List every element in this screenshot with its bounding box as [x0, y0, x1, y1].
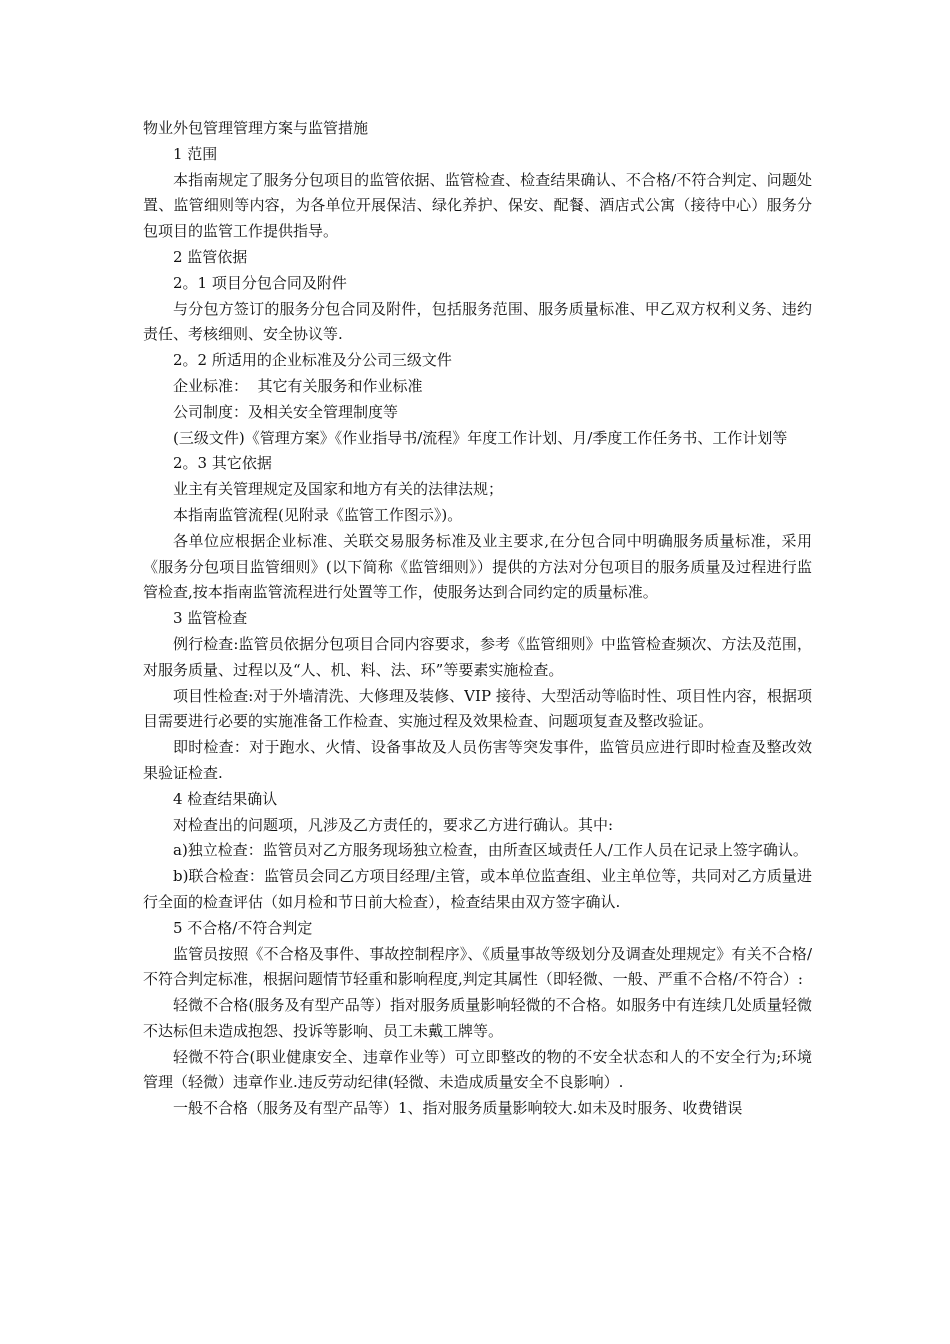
- paragraph: 2。1 项目分包合同及附件: [173, 273, 347, 292]
- paragraph: 即时检查：对于跑水、火情、设备事故及人员伤害等突发事件，监管员应进行即时检查及整改效果验证检查.: [143, 738, 812, 782]
- paragraph: b)联合检查：监管员会同乙方项目经理/主管，或本单位监查组、业主单位等，共同对乙方质量进行全面的检查评估（如月检和节日前大检查），检查结果由双方签字确认.: [143, 867, 812, 911]
- paragraph: (三级文件)《管理方案》《作业指导书/流程》年度工作计划、月/季度工作任务书、工作计划等: [173, 428, 788, 447]
- paragraph: 4 检查结果确认: [173, 789, 278, 808]
- paragraph: 与分包方签订的服务分包合同及附件，包括服务范围、服务质量标准、甲乙双方权利义务、违约责任、考核细则、安全协议等.: [143, 299, 812, 344]
- paragraph: 例行检查:监管员依据分包项目合同内容要求，参考《监管细则》中监管检查频次、方法及范围，对服务质量、过程以及“人、机、料、法、环”等要素实施检查。: [143, 634, 812, 679]
- paragraph: 企业标准： 其它有关服务和作业标准: [173, 376, 423, 395]
- paragraph: a)独立检查：监管员对乙方服务现场独立检查，由所查区域责任人/工作人员在记录上签字确认。: [173, 841, 808, 860]
- paragraph: 一般不合格（服务及有型产品等）1、指对服务质量影响较大.如未及时服务、收费错误: [173, 1099, 743, 1118]
- paragraph: 本指南监管流程(见附录《监管工作图示》)。: [173, 505, 463, 524]
- paragraph: 轻微不符合(职业健康安全、违章作业等）可立即整改的物的不安全状态和人的不安全行为;环境管理（轻微）违章作业.违反劳动纪律(轻微、未造成质量安全不良影响）.: [143, 1047, 812, 1092]
- paragraph: 公司制度：及相关安全管理制度等: [173, 402, 399, 421]
- paragraph: 2。2 所适用的企业标准及分公司三级文件: [173, 351, 452, 370]
- paragraph: 轻微不合格(服务及有型产品等）指对服务质量影响轻微的不合格。如服务中有连续几处质量轻微不达标但未造成抱怨、投诉等影响、员工未戴工牌等。: [143, 996, 812, 1040]
- paragraph: 3 监管检查: [173, 609, 248, 628]
- document-title: 物业外包管理管理方案与监管措施: [143, 119, 369, 137]
- paragraph: 对检查出的问题项，凡涉及乙方责任的，要求乙方进行确认。其中:: [173, 815, 614, 834]
- paragraph: 本指南规定了服务分包项目的监管依据、监管检查、检查结果确认、不合格/不符合判定、问题处置、监管细则等内容，为各单位开展保洁、绿化养护、保安、配餐、酒店式公寓（接待中心）服务分包项目的监管工作提供指导。: [143, 170, 812, 241]
- paragraph: 2。3 其它依据: [173, 454, 272, 473]
- paragraph: 监管员按照《不合格及事件、事故控制程序》、《质量事故等级划分及调查处理规定》有关不合格/不符合判定标准，根据问题情节轻重和影响程度,判定其属性（即轻微、一般、严重不合格/不符合）:: [143, 944, 812, 989]
- paragraph: 2 监管依据: [173, 247, 248, 266]
- paragraph: 项目性检查:对于外墙清洗、大修理及装修、VIP 接待、大型活动等临时性、项目性内容，根据项目需要进行必要的实施准备工作检查、实施过程及效果检查、问题项复查及整改验证。: [143, 686, 812, 731]
- paragraph: 1 范围: [173, 144, 218, 163]
- paragraph: 各单位应根据企业标准、关联交易服务标准及业主要求,在分包合同中明确服务质量标准，采用《服务分包项目监管细则》(以下简称《监管细则》）提供的方法对分包项目的服务质量及过程进行监管检查,按本指南监管流程进行处置等工作，使服务达到合同约定的质量标准。: [143, 531, 812, 602]
- paragraph: 业主有关管理规定及国家和地方有关的法律法规；: [173, 480, 504, 499]
- paragraph: 5 不合格/不符合判定: [173, 918, 313, 937]
